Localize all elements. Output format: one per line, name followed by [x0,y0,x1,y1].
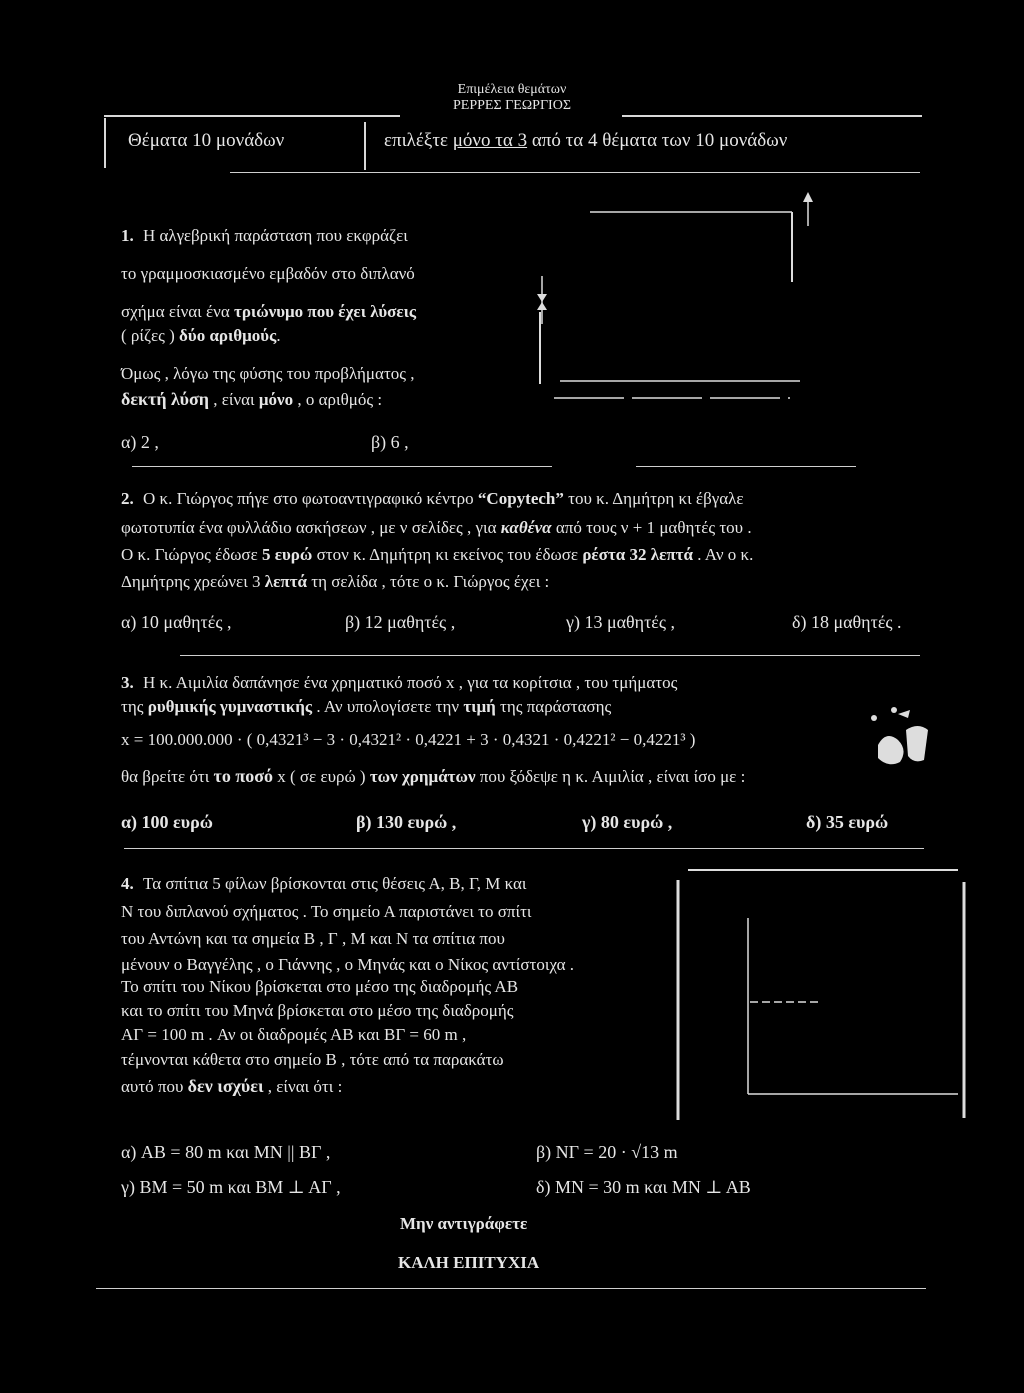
q3-line-4 [121,766,745,787]
q2-l3-b: 5 ευρώ [261,545,313,564]
q2-option-c: γ) 13 μαθητές , [566,612,675,632]
q1-bottom-rule-right [636,466,856,467]
q2-line-1 [143,489,744,509]
titlebar-divider [364,122,366,170]
good-luck: ΚΑΛΗ ΕΠΙΤΥΧΙΑ [398,1253,540,1272]
no-copy-note: Μην αντιγράφετε [400,1214,528,1233]
q2-number: 2. [121,489,134,508]
q3-number: 3. [121,673,134,692]
titlebar-left-label: Θέματα 10 μονάδων [128,130,285,151]
q4-line-6: και το σπίτι του Μηνά βρίσκεται στο μέσο της διαδρομής [121,1001,514,1020]
q2-l4-c: τη σελίδα , τότε ο κ. Γιώργος έχει : [307,572,550,591]
q1-option-b: β) 6 , [371,432,409,452]
q1-l4-emph: δύο αριθμούς [179,326,277,345]
q3-option-c: γ) 80 ευρώ , [582,812,673,832]
q2-option-d: δ) 18 μαθητές . [792,612,902,632]
q3-l4-e: που ξόδεψε η κ. Αιμιλία , είναι ίσο με : [475,767,746,786]
q2-option-b: β) 12 μαθητές , [345,612,456,632]
header-line-2: ΡΕΡΡΕΣ ΓΕΩΡΓΙΟΣ [453,98,571,113]
q2-l2-text: φωτοτυπία ένα φυλλάδιο ασκήσεων , με ν σελίδες , για [121,518,501,537]
header-line-1: Επιμέλεια θεμάτων [457,82,567,97]
q4-option-d: δ) MN = 30 m και MN ⊥ AB [536,1177,751,1197]
q1-l6-end: , ο αριθμός : [293,390,383,409]
q1-l3-emph: τριώνυμο που έχει λύσεις [233,302,417,321]
q4-line-1: Τα σπίτια 5 φίλων βρίσκονται στις θέσεις Α, Β, Γ, Μ και [143,874,527,893]
q3-l2-d: τιμή [463,697,496,716]
q1-line-1: Η αλγεβρική παράσταση που εκφράζει [143,226,408,245]
q2-l4-b: λεπτά [264,572,308,591]
q1-line-5: Όμως , λόγω της φύσης του προβλήματος , [121,364,415,383]
q2-line-2 [121,518,752,538]
titlebar-right-prefix: επιλέξτε [384,130,453,151]
q2-l1-text: Ο κ. Γιώργος πήγε στο φωτοαντιγραφικό κέντρο [143,489,478,508]
q2-l4-a: Δημήτρης χρεώνει 3 [121,572,265,591]
q2-line-4 [121,572,549,592]
q3-line-2 [121,697,611,717]
q3-l4-c: x ( σε ευρώ ) [272,767,370,786]
q4-line-8: τέμνονται κάθετα στο σημείο Β , τότε από τα παρακάτω [121,1050,504,1069]
q3-l2-a: της [121,697,148,716]
q3-bottom-rule [124,848,924,849]
titlebar-bottom-rule [230,172,920,173]
q1-line-6 [121,389,382,410]
q2-l3-c: στον κ. Δημήτρη κι εκείνος του έδωσε [312,545,583,564]
q3-l2-e: της παράστασης [495,697,612,716]
q2-l3-d: ρέστα 32 λεπτά [582,545,693,564]
q3-option-a: α) 100 ευρώ [121,812,213,832]
q1-line-3 [121,302,416,322]
q1-figure [530,186,820,406]
q4-line-9 [121,1076,342,1097]
titlebar-left-edge [104,118,106,168]
footer-rule [96,1288,926,1289]
q3-l2-b: ρυθμικής γυμναστικής [147,697,313,716]
q1-bottom-rule-left [132,466,552,467]
q3-option-b: β) 130 ευρώ , [356,812,457,832]
q3-formula: x = 100.000.000 · ( 0,4321³ − 3 · 0,4321² · 0,4221 + 3 · 0,4321 · 0,4221² − 0,4221³ ) [121,730,696,749]
q1-l6-emph: δεκτή λύση [121,389,209,409]
q4-l9-b: δεν ισχύει [187,1076,264,1096]
q4-line-3: του Αντώνη και τα σημεία Β , Γ , Μ και Ν τα σπίτια που [121,929,505,948]
q1-number: 1. [121,226,134,245]
q3-line-1: Η κ. Αιμιλία δαπάνησε ένα χρηματικό ποσό x , για τα κορίτσια , του τμήματος [143,673,678,692]
q2-l3-a: Ο κ. Γιώργος έδωσε [121,545,262,564]
q1-line-4 [121,326,281,346]
q1-l6-text: , είναι [209,390,259,409]
q3-l4-a: θα βρείτε ότι [121,767,214,786]
q4-figure [668,862,978,1132]
q1-l4-end: . [276,326,281,345]
q4-option-c: γ) BM = 50 m και BM ⊥ AΓ , [121,1177,341,1197]
titlebar-top-rule-right [622,115,922,117]
q2-l1-brand: “Copytech” [477,489,564,508]
q3-l4-d: των χρημάτων [369,767,476,786]
q1-l6-only: μόνο [258,390,294,409]
q1-l4-text: ( ρίζες ) [121,326,180,345]
q3-l2-c: . Αν υπολογίσετε την [312,697,464,716]
q1-line-2: το γραμμοσκιασμένο εμβαδόν στο διπλανό [121,264,415,283]
titlebar-right-label [384,130,787,152]
q2-l2-emph: καθένα [500,518,552,537]
q2-line-3 [121,545,753,565]
titlebar-top-rule-left [104,115,400,117]
author-header [412,82,612,114]
q4-line-2: Ν του διπλανού σχήματος . Το σημείο Α παριστάνει το σπίτι [121,902,532,921]
titlebar-right-underlined: μόνο τα 3 [452,130,528,151]
q2-l3-e: . Αν ο κ. [693,545,754,564]
q1-l3-text: σχήμα είναι ένα [121,302,234,321]
q4-l9-a: αυτό που [121,1077,188,1096]
q3-option-d: δ) 35 ευρώ [806,812,889,832]
q2-bottom-rule [180,655,920,656]
q2-l1-end: του κ. Δημήτρη κι έβγαλε [563,489,744,508]
clipart-graphic [858,700,938,770]
q4-line-4: μένουν ο Βαγγέλης , ο Γιάννης , ο Μηνάς και ο Νίκος αντίστοιχα . [121,955,575,974]
q2-option-a: α) 10 μαθητές , [121,612,232,632]
q3-l4-b: το ποσό [213,766,273,786]
q1-option-a: α) 2 , [121,432,159,452]
q4-line-7: ΑΓ = 100 m . Αν οι διαδρομές ΑΒ και ΒΓ = 60 m , [121,1025,467,1044]
q4-option-b: β) NΓ = 20 · √13 m [536,1142,678,1162]
q4-option-a: α) AB = 80 m και MN || BΓ , [121,1142,331,1162]
q4-number: 4. [121,874,134,893]
q4-l9-c: , είναι ότι : [263,1077,343,1096]
q4-line-5: Το σπίτι του Νίκου βρίσκεται στο μέσο της διαδρομής ΑΒ [121,977,519,996]
q2-l2-end: από τους ν + 1 μαθητές του . [551,518,752,537]
titlebar-right-suffix: από τα 4 θέματα των 10 μονάδων [527,130,788,151]
